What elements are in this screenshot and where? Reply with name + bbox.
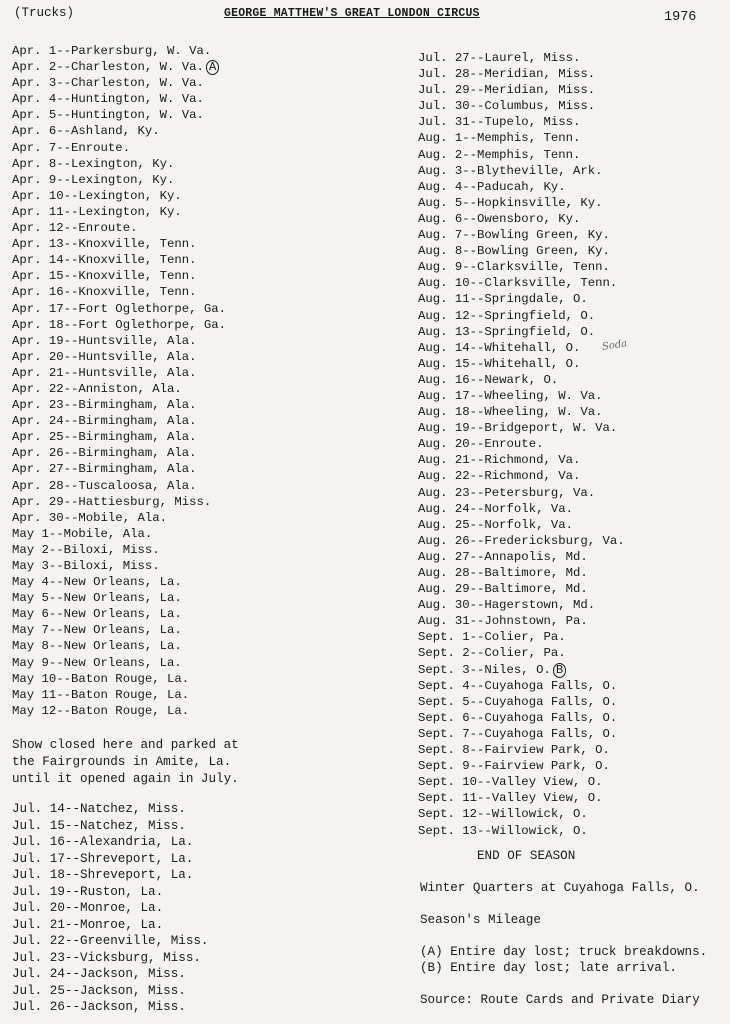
route-entry bbox=[418, 179, 625, 195]
handwritten-note: Soda bbox=[601, 338, 628, 353]
route-entry bbox=[418, 66, 625, 82]
route-entry bbox=[12, 43, 226, 59]
route-entry-text: May 4--New Orleans, La. bbox=[12, 575, 182, 590]
route-entry-text: Apr. 10--Lexington, Ky. bbox=[12, 188, 182, 203]
route-entry bbox=[12, 413, 226, 429]
route-entry-text: May 12--Baton Rouge, La. bbox=[12, 703, 190, 718]
route-entry bbox=[418, 163, 625, 179]
closed-note-line: the Fairgrounds in Amite, La. bbox=[12, 755, 232, 770]
route-entry-text: Aug. 11--Springdale, O. bbox=[418, 292, 588, 307]
route-entry bbox=[418, 436, 625, 452]
route-entry-text: Aug. 3--Blytheville, Ark. bbox=[418, 163, 603, 178]
route-entry-text: Jul. 19--Ruston, La. bbox=[12, 884, 164, 899]
route-entry bbox=[418, 758, 625, 774]
route-entry-text: Sept. 1--Colier, Pa. bbox=[418, 630, 566, 645]
route-entry bbox=[12, 574, 226, 590]
route-entry-text: Apr. 6--Ashland, Ky. bbox=[12, 124, 160, 139]
route-entry bbox=[12, 365, 226, 381]
route-entry-text: Apr. 16--Knoxville, Tenn. bbox=[12, 285, 197, 300]
route-entry bbox=[418, 662, 625, 678]
route-entry bbox=[418, 308, 625, 324]
route-entry bbox=[418, 324, 625, 340]
route-entry bbox=[12, 75, 226, 91]
route-entry bbox=[418, 275, 625, 291]
route-entry-text: Aug. 9--Clarksville, Tenn. bbox=[418, 260, 610, 275]
footnote-a: (A) Entire day lost; truck breakdowns. bbox=[420, 945, 708, 959]
route-entry bbox=[12, 590, 226, 606]
route-entry bbox=[418, 243, 625, 259]
route-entry bbox=[418, 823, 625, 839]
route-entry-text: Jul. 14--Natchez, Miss. bbox=[12, 802, 186, 816]
route-entry bbox=[418, 130, 625, 146]
route-entry bbox=[418, 806, 625, 822]
route-entry-text: Aug. 18--Wheeling, W. Va. bbox=[418, 405, 603, 420]
route-entry bbox=[12, 510, 226, 526]
route-entry bbox=[12, 655, 226, 671]
route-entry-text: Aug. 24--Norfolk, Va. bbox=[418, 501, 573, 516]
route-entry-text: Aug. 29--Baltimore, Md. bbox=[418, 582, 588, 597]
route-entry-text: Apr. 13--Knoxville, Tenn. bbox=[12, 237, 197, 252]
route-entry bbox=[12, 381, 226, 397]
route-entry bbox=[12, 123, 226, 139]
route-entry bbox=[418, 517, 625, 533]
route-entry bbox=[12, 867, 209, 884]
route-list-left-july bbox=[12, 801, 209, 1016]
route-entry-text: Jul. 17--Shreveport, La. bbox=[12, 851, 194, 866]
route-entry-text: Apr. 5--Huntington, W. Va. bbox=[12, 108, 204, 123]
footnote-marker: B bbox=[553, 663, 566, 678]
route-entry-text: Apr. 21--Huntsville, Ala. bbox=[12, 365, 197, 380]
footnote-b: (B) Entire day lost; late arrival. bbox=[420, 961, 677, 975]
route-entry bbox=[12, 671, 226, 687]
route-entry bbox=[418, 114, 625, 130]
route-entry bbox=[12, 107, 226, 123]
source-line: Source: Route Cards and Private Diary bbox=[420, 993, 700, 1007]
route-entry bbox=[12, 703, 226, 719]
route-entry bbox=[12, 558, 226, 574]
route-entry-text: Aug. 13--Springfield, O. bbox=[418, 324, 596, 339]
route-entry-text: Jul. 28--Meridian, Miss. bbox=[418, 67, 596, 82]
route-entry-text: Aug. 5--Hopkinsville, Ky. bbox=[418, 195, 603, 210]
route-entry-text: Jul. 27--Laurel, Miss. bbox=[418, 51, 581, 65]
route-entry-text: Jul. 30--Columbus, Miss. bbox=[418, 99, 596, 114]
route-entry bbox=[12, 429, 226, 445]
route-entry-text: Sept. 13--Willowick, O. bbox=[418, 823, 588, 838]
route-entry bbox=[12, 622, 226, 638]
route-entry-text: Jul. 31--Tupelo, Miss. bbox=[418, 115, 581, 130]
route-entry bbox=[12, 818, 209, 835]
route-entry-text: May 8--New Orleans, La. bbox=[12, 639, 182, 654]
route-entry-text: Sept. 4--Cuyahoga Falls, O. bbox=[418, 678, 618, 693]
route-entry-text: Aug. 22--Richmond, Va. bbox=[418, 469, 581, 484]
route-entry-text: Sept. 8--Fairview Park, O. bbox=[418, 743, 610, 758]
route-entry bbox=[12, 59, 226, 75]
route-entry bbox=[12, 933, 209, 950]
route-entry bbox=[12, 526, 226, 542]
route-entry bbox=[418, 98, 625, 114]
route-entry-text: Aug. 30--Hagerstown, Md. bbox=[418, 598, 596, 613]
route-entry bbox=[418, 774, 625, 790]
route-entry bbox=[12, 917, 209, 934]
route-entry-text: Apr. 30--Mobile, Ala. bbox=[12, 510, 167, 525]
route-entry-text: Apr. 15--Knoxville, Tenn. bbox=[12, 269, 197, 284]
route-entry-text: Aug. 21--Richmond, Va. bbox=[418, 453, 581, 468]
route-entry-text: Aug. 31--Johnstown, Pa. bbox=[418, 614, 588, 629]
route-entry bbox=[12, 301, 226, 317]
route-entry-text: Jul. 29--Meridian, Miss. bbox=[418, 83, 596, 98]
route-entry bbox=[418, 694, 625, 710]
route-entry bbox=[12, 606, 226, 622]
route-entry-text: May 6--New Orleans, La. bbox=[12, 607, 182, 622]
route-entry bbox=[12, 172, 226, 188]
route-entry bbox=[12, 494, 226, 510]
route-entry bbox=[418, 678, 625, 694]
route-entry-text: Jul. 15--Natchez, Miss. bbox=[12, 818, 186, 833]
header-vehicle-type: (Trucks) bbox=[14, 6, 75, 20]
route-entry-text: Aug. 19--Bridgeport, W. Va. bbox=[418, 421, 618, 436]
route-entry bbox=[12, 220, 226, 236]
route-entry bbox=[418, 597, 625, 613]
route-entry-text: Jul. 22--Greenville, Miss. bbox=[12, 934, 209, 948]
closed-note-line: until it opened again in July. bbox=[12, 772, 239, 787]
route-entry bbox=[12, 349, 226, 365]
route-entry bbox=[12, 687, 226, 703]
route-entry bbox=[418, 147, 625, 163]
route-entry bbox=[418, 485, 625, 501]
route-entry bbox=[418, 549, 625, 565]
route-entry-text: Apr. 12--Enroute. bbox=[12, 221, 138, 236]
closed-note bbox=[12, 737, 239, 789]
winter-quarters-line: Winter Quarters at Cuyahoga Falls, O. bbox=[420, 881, 700, 895]
route-entry bbox=[12, 638, 226, 654]
route-entry bbox=[418, 565, 625, 581]
route-entry-text: Jul. 20--Monroe, La. bbox=[12, 901, 164, 915]
route-entry-text: May 5--New Orleans, La. bbox=[12, 591, 182, 606]
route-entry bbox=[418, 533, 625, 549]
route-entry-text: Aug. 25--Norfolk, Va. bbox=[418, 517, 573, 532]
route-entry-text: Aug. 6--Owensboro, Ky. bbox=[418, 211, 581, 226]
route-entry-text: May 3--Biloxi, Miss. bbox=[12, 559, 160, 573]
route-entry bbox=[12, 950, 209, 967]
route-entry-text: Apr. 28--Tuscaloosa, Ala. bbox=[12, 478, 197, 493]
route-entry-text: Aug. 10--Clarksville, Tenn. bbox=[418, 276, 618, 291]
route-entry bbox=[418, 372, 625, 388]
route-entry bbox=[12, 445, 226, 461]
route-entry-text: Apr. 7--Enroute. bbox=[12, 140, 131, 155]
season-mileage-line: Season's Mileage bbox=[420, 913, 541, 927]
route-entry-text: Sept. 12--Willowick, O. bbox=[418, 807, 588, 822]
route-entry bbox=[12, 140, 226, 156]
route-entry bbox=[418, 227, 625, 243]
route-entry bbox=[12, 204, 226, 220]
route-entry bbox=[12, 834, 209, 851]
route-entry bbox=[418, 259, 625, 275]
route-entry bbox=[12, 156, 226, 172]
route-entry-text: Sept. 9--Fairview Park, O. bbox=[418, 759, 610, 774]
route-entry bbox=[418, 291, 625, 307]
route-entry bbox=[12, 801, 209, 818]
route-entry bbox=[12, 236, 226, 252]
route-entry-text: Apr. 1--Parkersburg, W. Va. bbox=[12, 44, 212, 58]
route-entry-text: Sept. 10--Valley View, O. bbox=[418, 775, 603, 790]
route-entry bbox=[418, 710, 625, 726]
route-entry bbox=[418, 726, 625, 742]
route-entry-text: Jul. 21--Monroe, La. bbox=[12, 917, 164, 932]
route-entry bbox=[418, 356, 625, 372]
route-entry bbox=[418, 195, 625, 211]
route-entry bbox=[12, 461, 226, 477]
route-entry bbox=[418, 404, 625, 420]
route-entry bbox=[418, 50, 625, 66]
route-entry bbox=[418, 452, 625, 468]
route-entry-text: May 2--Biloxi, Miss. bbox=[12, 542, 160, 557]
route-entry bbox=[418, 742, 625, 758]
route-entry-text: Aug. 7--Bowling Green, Ky. bbox=[418, 228, 610, 243]
route-entry-text: Apr. 22--Anniston, Ala. bbox=[12, 381, 182, 396]
route-entry-text: Apr. 2--Charleston, W. Va. bbox=[12, 60, 204, 75]
route-entry-text: Aug. 23--Petersburg, Va. bbox=[418, 485, 596, 500]
route-entry-text: Apr. 25--Birmingham, Ala. bbox=[12, 430, 197, 445]
route-entry-text: Aug. 16--Newark, O. bbox=[418, 372, 559, 387]
route-entry bbox=[12, 188, 226, 204]
route-list-right bbox=[418, 50, 625, 839]
route-entry-text: Jul. 26--Jackson, Miss. bbox=[12, 1000, 186, 1014]
route-entry-text: May 11--Baton Rouge, La. bbox=[12, 687, 190, 702]
route-entry bbox=[418, 468, 625, 484]
route-entry-text: Aug. 14--Whitehall, O. bbox=[418, 340, 581, 355]
season-year: 1976 bbox=[664, 10, 697, 25]
route-entry bbox=[12, 317, 226, 333]
route-entry bbox=[12, 333, 226, 349]
route-entry bbox=[418, 629, 625, 645]
route-entry-text: Jul. 16--Alexandria, La. bbox=[12, 835, 194, 849]
route-entry-text: Jul. 25--Jackson, Miss. bbox=[12, 983, 186, 998]
route-entry-text: Sept. 5--Cuyahoga Falls, O. bbox=[418, 694, 618, 709]
route-entry-text: Aug. 28--Baltimore, Md. bbox=[418, 566, 588, 580]
route-entry bbox=[418, 581, 625, 597]
route-entry-text: Sept. 2--Colier, Pa. bbox=[418, 646, 566, 661]
route-entry-text: Jul. 18--Shreveport, La. bbox=[12, 868, 194, 882]
route-entry bbox=[12, 851, 209, 868]
route-entry-text: Aug. 4--Paducah, Ky. bbox=[418, 179, 566, 194]
route-entry bbox=[12, 478, 226, 494]
route-entry bbox=[418, 613, 625, 629]
route-entry-text: Apr. 4--Huntington, W. Va. bbox=[12, 92, 204, 107]
route-entry-text: Apr. 8--Lexington, Ky. bbox=[12, 156, 175, 171]
route-entry bbox=[418, 388, 625, 404]
route-entry-text: Aug. 17--Wheeling, W. Va. bbox=[418, 388, 603, 403]
route-entry-text: Sept. 6--Cuyahoga Falls, O. bbox=[418, 710, 618, 725]
end-of-season-heading: END OF SEASON bbox=[477, 849, 576, 863]
route-entry bbox=[12, 397, 226, 413]
route-entry-text: May 1--Mobile, Ala. bbox=[12, 526, 153, 541]
route-entry-text: Jul. 24--Jackson, Miss. bbox=[12, 967, 186, 981]
route-entry-text: Apr. 29--Hattiesburg, Miss. bbox=[12, 494, 212, 509]
route-entry-text: Apr. 17--Fort Oglethorpe, Ga. bbox=[12, 301, 227, 316]
route-entry-text: Aug. 15--Whitehall, O. bbox=[418, 356, 581, 371]
route-entry bbox=[12, 900, 209, 917]
route-entry-text: Apr. 14--Knoxville, Tenn. bbox=[12, 253, 197, 268]
route-entry bbox=[418, 790, 625, 806]
closed-note-line: Show closed here and parked at bbox=[12, 738, 239, 752]
route-entry-text: Aug. 8--Bowling Green, Ky. bbox=[418, 244, 610, 259]
route-entry bbox=[418, 211, 625, 227]
route-entry-text: Apr. 26--Birmingham, Ala. bbox=[12, 446, 197, 461]
route-entry-text: Apr. 27--Birmingham, Ala. bbox=[12, 462, 197, 477]
route-entry-text: Apr. 9--Lexington, Ky. bbox=[12, 172, 175, 187]
route-entry-text: Jul. 23--Vicksburg, Miss. bbox=[12, 950, 201, 965]
footnote-marker: A bbox=[206, 60, 219, 75]
route-entry-text: Apr. 3--Charleston, W. Va. bbox=[12, 76, 204, 91]
route-entry bbox=[418, 645, 625, 661]
route-entry bbox=[12, 284, 226, 300]
route-entry bbox=[418, 340, 625, 356]
route-entry-text: Apr. 18--Fort Oglethorpe, Ga. bbox=[12, 317, 227, 332]
route-entry-text: Sept. 3--Niles, O. bbox=[418, 662, 551, 677]
route-entry-text: Aug. 26--Fredericksburg, Va. bbox=[418, 533, 625, 548]
route-entry-text: Aug. 2--Memphis, Tenn. bbox=[418, 147, 581, 162]
route-entry bbox=[12, 268, 226, 284]
route-entry-text: Apr. 20--Huntsville, Ala. bbox=[12, 349, 197, 364]
route-entry bbox=[12, 252, 226, 268]
route-entry-text: Apr. 23--Birmingham, Ala. bbox=[12, 398, 197, 413]
route-entry bbox=[12, 884, 209, 901]
route-entry-text: Sept. 7--Cuyahoga Falls, O. bbox=[418, 726, 618, 741]
route-entry-text: Apr. 11--Lexington, Ky. bbox=[12, 204, 182, 219]
route-entry bbox=[418, 420, 625, 436]
route-entry bbox=[12, 91, 226, 107]
route-entry bbox=[418, 82, 625, 98]
route-entry-text: May 7--New Orleans, La. bbox=[12, 623, 182, 638]
route-entry bbox=[12, 966, 209, 983]
document-title: GEORGE MATTHEW'S GREAT LONDON CIRCUS bbox=[224, 7, 480, 20]
route-entry-text: May 10--Baton Rouge, La. bbox=[12, 671, 190, 686]
route-entry-text: Aug. 27--Annapolis, Md. bbox=[418, 549, 588, 564]
route-entry-text: Aug. 20--Enroute. bbox=[418, 437, 544, 452]
route-entry-text: Apr. 24--Birmingham, Ala. bbox=[12, 414, 197, 429]
route-list-left bbox=[12, 43, 226, 719]
route-entry-text: May 9--New Orleans, La. bbox=[12, 655, 182, 670]
route-entry-text: Aug. 1--Memphis, Tenn. bbox=[418, 131, 581, 146]
route-entry bbox=[12, 542, 226, 558]
route-entry-text: Aug. 12--Springfield, O. bbox=[418, 308, 596, 323]
route-entry bbox=[12, 983, 209, 1000]
route-entry-text: Apr. 19--Huntsville, Ala. bbox=[12, 333, 197, 348]
route-entry bbox=[12, 999, 209, 1016]
route-entry bbox=[418, 501, 625, 517]
route-entry-text: Sept. 11--Valley View, O. bbox=[418, 791, 603, 806]
